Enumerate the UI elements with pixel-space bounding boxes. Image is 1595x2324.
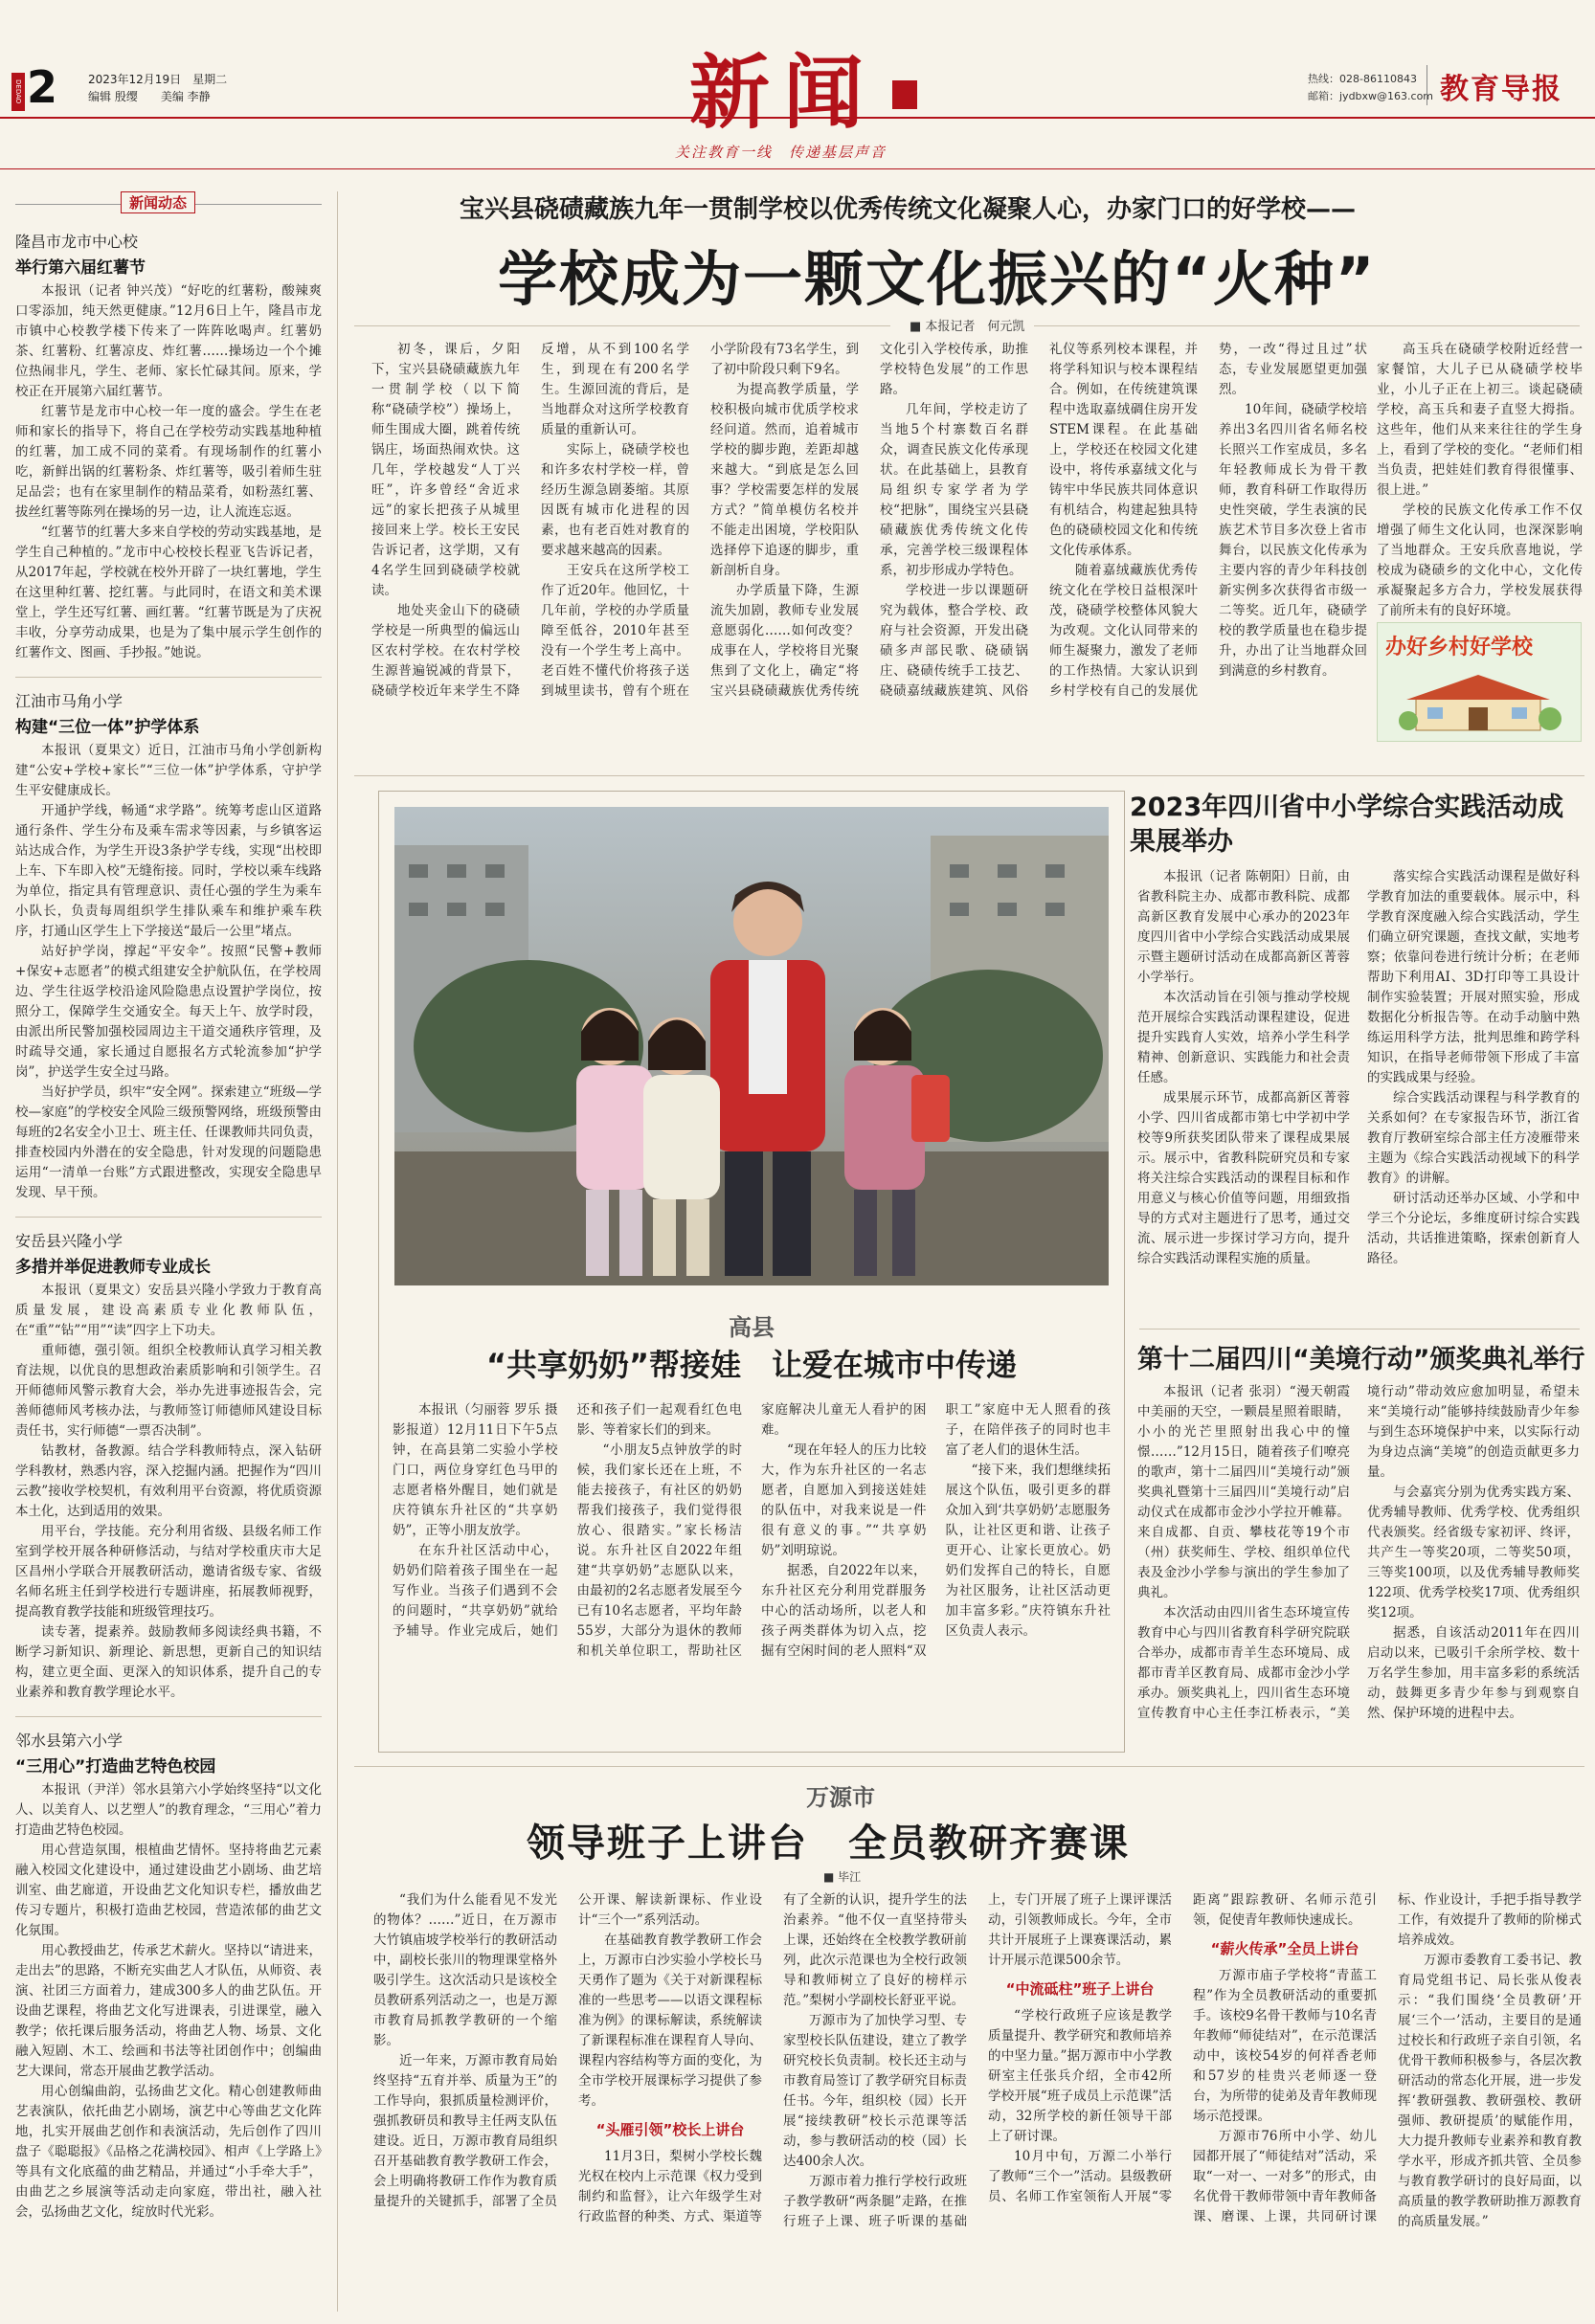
sidebar-paragraph: 当好护学员，织牢“安全网”。探索建立“班级—学校—家庭”的学校安全风险三级预警网络，班级预警由每班的2名安全小卫士、班主任、任课教师共同负责，排查校园内外潜在的安全隐患，针对发现的问题隐患运用“一清单一台账”方式跟进整改，实现安全隐患早发现、早干预。: [15, 1084, 322, 1200]
practice-paragraph: 综合实践活动课程与科学教育的关系如何？在专家报告环节，浙江省教育厅教研室综合部主任方凌雁带来主题为《综合实践活动视域下的科学教育》的讲解。: [1367, 1090, 1580, 1186]
sidebar-paragraph: 用平台，学技能。充分利用省级、县级名师工作室到学校开展各种研修活动，与结对学校重庆市大足区昌州小学联合开展教研活动，邀请省级专家、省级名师名班主任到学校进行专题讲座，拓展教师视野，提高教育教学技能和班级管理技巧。: [15, 1524, 322, 1620]
lead-paragraph: 学校进一步以课题研究为载体，整合学校、政府与社会资源，开发出硗碛多声部民歌、硗碛锅庄、硗碛传统手工技艺、硗碛嘉绒藏族建筑、风俗礼仪等系列校本课程，并将学科知识与校本课程结合。例如，在传统建筑课程中选取嘉绒碉住房开发STEM课程。在此基础上，学校还在校园文化建设中，将传承嘉绒文化与铸牢中华民族共同体意识有机结合，构建起独具特色的硗碛校园文化和传统文化传承体系。: [880, 342, 1198, 699]
email: 邮箱：jydbxw@163.com: [1308, 90, 1434, 102]
lead-paragraph: 高玉兵在硗碛学校附近经营一家餐馆，大儿子已从硗碛学校毕业，小儿子正在上初三。谈起硗碛学校，高玉兵和妻子直竖大拇指。这些年，他们从来来往往的学生身上，看到了学校的变化。“老师们相当负责，把娃娃们教育得很懂事、很上进。”: [1377, 342, 1583, 498]
meijing-paragraph: 本报讯（记者 张羽）“漫天朝霞中美丽的天空，一颗晨星照着眼睛，小小的光芒里照射出我心中的憧憬……”12月15日，随着孩子们嘹亮的歌声，第十二届四川“美境行动”颁奖典礼暨第十三届四川“美境行动”启动仪式在成都市金沙小学拉开帷幕。来自成都、自贡、攀枝花等19个市（州）获奖师生、学校、组织单位代表及金沙小学参与演出的学生参加了典礼。: [1137, 1384, 1350, 1600]
wanyuan-body: [373, 1890, 1582, 2312]
wanyuan-paragraph: 万源市着力推行学校行政班子教学教研“两条腿”走路，在推行班子上课、班子听课的基础上，专门开展了班子上课评课活动，引领教师成长。今年，全市共计开展班子上课赛课活动，累计开展示范课500余节。: [783, 1892, 1172, 2229]
wanyuan-paragraph: 10月中旬，万源二小举行了教师“三个一”活动。县级教研员、名师工作室领衔人开展“零距离”跟踪教研、名师示范引领，促使青年教师快速成长。: [988, 1892, 1377, 2204]
wanyuan-paragraph: 近一年来，万源市教育局始终坚持“五育并举、质量为王”的工作导向，狠抓质量检测评价，强抓教研员和教导主任两支队伍建设。近日，万源市教育局组织召开基础教育教学教研工作会，会上明确将教研工作作为教育质量提升的关键抓手，部署了全员公开课、解读新课标、作业设计“三个一”系列活动。: [373, 1892, 762, 2209]
wanyuan-paragraph: 万源市为了加快学习型、专家型校长队伍建设，建立了教学研究校长负责制。校长还主动与市教育局签订了教学研究目标责任书。今年，组织校（园）长开展“接续教研”校长示范课等活动，参与教研活动的校（园）长达400余人次。: [783, 2013, 967, 2169]
meijing-body: [1137, 1382, 1580, 1751]
gaoxian-body: [393, 1400, 1111, 1745]
sidebar-headline: 举行第六届红薯节: [15, 258, 146, 278]
sidebar-school: 安岳县兴隆小学: [15, 1232, 124, 1250]
sidebar-tag-label: 新闻动态: [121, 191, 195, 213]
section-seal: [892, 80, 917, 109]
practice-paragraph: 本报讯（记者 陈朝阳）日前，由省教科院主办、成都市教科院、成都高新区教育发展中心承办的2023年度四川省中小学综合实践活动成果展示暨主题研讨活动在成都高新区菁蓉小学举行。: [1137, 869, 1350, 985]
sidebar-headline: 多措并举促进教师专业成长: [15, 1258, 211, 1277]
gaoxian-box: [378, 791, 1125, 1753]
page-number-badge: [11, 61, 65, 113]
gaoxian-paragraph: 在东升社区活动中心，奶奶们陪着孩子围坐在一起写作业。当孩子们遇到不会的问题时，“共享奶奶”就给予辅导。作业完成后，她们还和孩子们一起观看红色电影、等着家长们的到来。: [393, 1402, 742, 1639]
masthead: [0, 0, 1595, 172]
gaoxian-paragraph: “接下来，我们想继续拓展这个队伍，吸引更多的群众加入到‘共享奶奶’志愿服务队，让社区更和谐、让孩子更开心、让家长更放心。奶奶们发挥自己的特长，自愿为社区服务，让社区活动更加丰富多彩。”庆符镇东升社区负责人表示。: [945, 1463, 1111, 1639]
lead-paragraph: 为提高教学质量，学校积极向城市优质学校求经问道。然而，追着城市学校的脚步跑，差距却越来越大。“到底是怎么回事？学校需要怎样的发展方式？”简单模仿名校并不能走出困境，学校阳队选择停下追逐的脚步，重新剖析自身。: [710, 382, 859, 578]
sidebar-school: 江油市马角小学: [15, 692, 124, 710]
lead-body-tail: [1377, 340, 1583, 617]
meijing-paragraph: 与会嘉宾分别为优秀实践方案、优秀辅导教师、优秀学校、优秀组织代表颁奖。经省级专家初评、终评，共产生一等奖20项，二等奖50项，三等奖100项，以及优秀辅导教师奖122项、优秀学校奖17项、优秀组织奖12项。: [1367, 1485, 1580, 1620]
sidebar-paragraph: 钻教材，备教源。结合学科教师特点，深入钻研学科教材，熟悉内容，深入挖掘内涵。把握作为“四川云教”接收学校契机，有效利用平台资源，将优质资源本土化，达到适用的效果。: [15, 1443, 322, 1519]
sidebar-paragraph: “红薯节的红薯大多来自学校的劳动实践基地，是学生自己种植的。”龙市中心校校长程亚飞告诉记者，从2017年起，学校就在校外开辟了一块红薯地，学生在这里种红薯、挖红薯。与此同时，在语文和美术课堂上，学生还写红薯、画红薯。“红薯节既是为了庆祝丰收，分享劳动成果，也是为了集中展示学生创作的红薯作文、图画、手抄报。”她说。: [15, 525, 322, 660]
lead-paragraph: 学校的民族文化传承工作不仅增强了师生文化认同，也深深影响了当地群众。王安兵欣喜地说，学校成为硗碛乡的文化中心，文化传承凝聚起多方合力，学校发展获得了前所未有的良好环境。: [1377, 503, 1583, 617]
sidebar-school: 邻水县第六小学: [15, 1732, 124, 1750]
sidebar-news-item: [15, 230, 322, 663]
wanyuan-paragraph: 万源市委教育工委书记、教育局党组书记、局长张从俊表示：“我们围绕‘全员教研’开展‘三个一’活动，主要目的是通过校长和行政班子亲自引领，名优骨干教师积极参与，各层次教研活动的常态化开展，进一步发挥‘教研强教、教研强校、教研强师、教研提质’的赋能作用，大力提升教师专业素养和教育教学水平，形成齐抓共管、全员参与教育教学研讨的良好局面，以高质量的教学教研助推万源教育的高质量发展。”: [1398, 1953, 1582, 2229]
page-number: 2: [27, 61, 58, 113]
gaoxian-paragraph: 据悉，自2022年以来，东升社区充分利用党群服务中心的活动场所，以老人和孩子两类群体为切入点，挖掘有空闲时间的老人照料“双职工”家庭中无人照看的孩子，在陪伴孩子的同时也丰富了老人们的退休生活。: [761, 1402, 1111, 1659]
sidebar-news-list: [15, 230, 322, 2223]
practice-paragraph: 成果展示环节，成都高新区菁蓉小学、四川省成都市第七中学初中学校等9所获奖团队带来了课程成果展示。展示中，省教科院研究员和专家将关注综合实践活动的课程目标和作用意义与核心价值等问题，用细致指导的方式对主题进行了思考，通过交流、展示进一步探讨学习方向，提升综合实践活动课程实施的质量。: [1137, 1090, 1350, 1266]
sidebar-paragraph: 本报讯（尹洋）邻水县第六小学始终坚持“以文化人、以美育人、以艺塑人”的教育理念，“三用心”着力打造曲艺特色校园。: [15, 1782, 322, 1838]
practice-paragraph: 本次活动旨在引领与推动学校规范开展综合实践活动课程建设，促进提升实践育人实效，培养小学生科学精神、创新意识、实践能力和社会责任感。: [1137, 990, 1350, 1085]
wanyuan-place: 万源市: [806, 1784, 875, 1811]
wanyuan-paragraph: 11月3日，梨树小学校长魏光权在校内上示范课《权力受到制约和监督》，让六年级学生对行政监督的种类、方式、渠道等有了全新的认识，提升学生的法治素养。“他不仅一直坚持带头上课，还始终在全校教学教研前列，此次示范课也为全校行政领导和教师树立了良好的榜样示范。”梨树小学副校长舒亚平说。: [578, 1892, 967, 2224]
sidebar-headline: “三用心”打造曲艺特色校园: [15, 1757, 216, 1777]
sidebar-paragraph: 红薯节是龙市中心校一年一度的盛会。学生在老师和家长的指导下，将自己在学校劳动实践基地种植的红薯，加工成不同的菜肴。有现场制作的红薯小吃，新鲜出锅的红薯粉条、炸红薯等，吸引着师生驻足品尝；也有在家里制作的精品菜肴，如粉蒸红薯、拔丝红薯等陈列在操场的另一边，让人流连忘返。: [15, 404, 322, 520]
sidebar-news-item: [15, 1729, 322, 2223]
sidebar: [15, 191, 322, 2312]
wanyuan-subhead: “薪火传承”全员上讲台: [1210, 1940, 1359, 1957]
wanyuan-paragraph: 万源市76所中小学、幼儿园都开展了“师徒结对”活动，采取“一对一、一对多”的形式，由名优骨干教师带领中青年教师备课、磨课、上课，共同研讨课标、作业设计，手把手指导教学工作，有效提升了教师的阶梯式培养成效。: [1193, 1892, 1582, 2224]
issue-date: 2023年12月19日 星期二: [88, 73, 228, 86]
editors: 编辑 殷缨 美编 李静: [88, 90, 211, 103]
gaoxian-paragraph: “现在年轻人的压力比较大，作为东升社区的一名志愿者，自愿加入到接送娃娃的队伍中，对我来说是一件很有意义的事。”“共享奶奶”刘明琼说。: [761, 1442, 927, 1558]
meijing-title: 第十二届四川“美境行动”颁奖典礼举行: [1137, 1345, 1585, 1374]
sidebar-headline: 构建“三位一体”护学体系: [15, 718, 200, 737]
wanyuan-paragraph: “学校行政班子应该是教学质量提升、教学研究和教师培养的中坚力量。”据万源市中小学教研室主任张兵介绍，全市42所学校开展“班子成员上示范课”活动，32所学校的新任领导干部上了研讨课。: [988, 2008, 1172, 2144]
slogan: 关注教育一线 传递基层声音: [675, 144, 887, 161]
wanyuan-paragraph: “我们为什么能看见不发光的物体？……”近日，在万源市大竹镇庙坡学校举行的教研活动中，副校长张川的物理课堂格外吸引学生。这次活动只是该校全员教研系列活动之一，也是万源市教育局抓教学教研的一个缩影。: [373, 1892, 557, 2048]
wanyuan-subhead: “中流砥柱”班子上讲台: [1005, 1980, 1155, 1998]
sidebar-paragraph: 用心创编曲韵，弘扬曲艺文化。精心创建教师曲艺表演队，依托曲艺小剧场，演艺中心等曲艺文化阵地，扎实开展曲艺创作和表演活动，先后创作了四川盘子《聪聪报》《品格之花满校园》、相声《上学路上》等具有文化底蕴的曲艺精品，并通过“小手牵大手”，由曲艺之乡展演等活动走向家庭，带出社，融入社会，弘扬曲艺文化，绽放时代光彩。: [15, 2084, 322, 2220]
news-photo: [394, 807, 1109, 1285]
sidebar-news-item: [15, 689, 322, 1203]
lead-byline: ■ 本报记者 何元凯: [910, 320, 1025, 334]
practice-paragraph: 研讨活动还举办区域、小学和中学三个分论坛，多维度研讨综合实践活动，共话推进策略，探索创新育人路径。: [1367, 1191, 1580, 1266]
school-building-icon: [1397, 669, 1565, 736]
lead-paragraph: 实际上，硗碛学校也和许多农村学校一样，曾经历生源急剧萎缩。其原因既有城市化进程的因素，也有老百姓对教育的要求越来越高的因素。: [541, 442, 689, 558]
sidebar-paragraph: 本报讯（夏果文）近日，江油市马角小学创新构建“公安+学校+家长”“三位一体”护学体系，守护学生平安健康成长。: [15, 743, 322, 798]
sidebar-paragraph: 本报讯（夏果文）安岳县兴隆小学致力于教育高质量发展，建设高素质专业化教师队伍，在“重”“钻”“用”“读”四字上下功夫。: [15, 1283, 322, 1338]
sidebar-paragraph: 用心教授曲艺，传承艺术薪火。坚持以“请进来，走出去”的思路，不断充实曲艺人才队伍，从师资、表演、社团三方面着力，建成300多人的曲艺队伍。开设曲艺课程，将曲艺文化写进课表，引进课堂，融入教学；依托课后服务活动，将曲艺人物、场景、文化融入短剧、木工、绘画和书法等社团创作中；创编曲艺大课间，常态开展曲艺教学活动。: [15, 1943, 322, 2079]
lead-title: 学校成为一颗文化振兴的“火种”: [498, 244, 1377, 314]
practice-paragraph: 落实综合实践活动课程是做好科学教育加法的重要载体。展示中，科学教育深度融入综合实践活动，学生们确立研究课题，查找文献，实地考察；依靠问卷进行统计分析；在老师帮助下利用AI、3D打印等工具设计制作实验装置；开展对照实验，形成数据化分析报告等。在动手动脑中熟练运用科学方法，批判思维和跨学科知识，在指导老师带领下形成了丰富的实践成果与经验。: [1367, 869, 1580, 1085]
section-title: 新闻: [689, 45, 878, 140]
sidebar-tag: [15, 191, 322, 216]
gaoxian-paragraph: 本报讯（匀丽蓉 罗乐 摄影报道）12月11日下午5点钟，在高县第二实验小学校门口，两位身穿红色马甲的志愿者格外醒目，她们就是庆符镇东升社区的“共享奶奶”，正等小朋友放学。: [393, 1402, 558, 1538]
lead-paragraph: 地处夹金山下的硗碛学校是一所典型的偏远山区农村学校。在农村学校生源普遍锐减的背景下，硗碛学校近年来学生不降反增，从不到100名学生，到现在有200名学生。生源回流的背后，是当地群众对这所学校教育质量的重新认可。: [371, 342, 689, 699]
meijing-paragraph: 据悉，自该活动2011年在四川启动以来，已吸引千余所学校、数十万名学生参加，用丰富多彩的系统活动，鼓舞更多青少年参与到观察自然、保护环境的进程中去。: [1367, 1625, 1580, 1721]
paper-name: 教育导报: [1440, 73, 1562, 106]
lead-paragraph: 王安兵在这所学校工作了近20年。他回忆，十几年前，学校的办学质量障至低谷，2010年甚至没有一个学生考上高中。老百姓不懂代价将孩子送到城里读书，曾有个班在小学阶段有73名学生，到了初中阶段只剩下9名。: [541, 342, 859, 699]
wanyuan-title: 领导班子上讲台 全员教研齐赛课: [527, 1821, 1130, 1866]
gaoxian-paragraph: “小朋友5点钟放学的时候，我们家长还在上班，不能去接孩子，有社区的奶奶帮我们接孩子，我们觉得很放心、很踏实。”家长杨洁说。东升社区自2022年组建“共享奶奶”志愿队以来，由最初的2名志愿者发展至今已有10名志愿者，平均年龄55岁，大部分为退休的教师和机关单位职工，帮助社区家庭解决儿童无人看护的困难。: [576, 1402, 927, 1659]
lead-paragraph: 随着嘉绒藏族优秀传统文化在学校日益根深叶茂，硗碛学校整体风貌大为改观。文化认同带来的师生凝聚力，激发了老师的工作热情。大家认识到乡村学校有自己的发展优势，一改“得过且过”状态，专业发展愿望更加强烈。: [1049, 342, 1367, 699]
wanyuan-subhead: “头雁引领”校长上讲台: [595, 2121, 745, 2138]
gaoxian-place: 高县: [729, 1314, 775, 1341]
sidebar-school: 隆昌市龙市中心校: [15, 233, 139, 251]
sidebar-news-item: [15, 1229, 322, 1703]
lead-paragraph: 初冬，课后，夕阳下，宝兴县硗碛藏族九年一贯制学校（以下简称“硗碛学校”）操场上，师生围成大圈，跳着传统锅庄，场面热闹欢快。这几年，学校越发“人丁兴旺”，许多曾经“舍近求远”的家长把孩子从城里接回来上学。校长王安民告诉记者，这学期，又有4名学生回到硗碛学校就读。: [371, 342, 520, 598]
sidebar-paragraph: 站好护学岗，撑起“平安伞”。按照“民警+教师+保安+志愿者”的模式组建安全护航队伍，在学校周边、学生往返学校沿途风险隐患点设置护学岗位，按照分工，保障学生交通安全。每天上午、放学时段，由派出所民警加强校园周边主干道交通秩序管理，及时疏导交通，家长通过自愿报名方式轮流参加“护学岗”，护送学生安全过马路。: [15, 944, 322, 1080]
wanyuan-byline: ■ 毕江: [823, 1870, 862, 1884]
lead-body: [371, 340, 1367, 761]
wanyuan-paragraph: 万源市庙子学校将“青蓝工程”作为全员教研活动的重要抓手。该校9名骨干教师与10名青年教师“师徒结对”，在示范课活动中，该校54岁的何祥香老师和57岁的桂贵兴老师逐一登台，为所带的徒弟及青年教师现场示范授课。: [1193, 1968, 1377, 2124]
lead-paragraph: 办学质量下降，生源流失加剧，教师专业发展意愿弱化……如何改变？成事在人，学校将目光聚焦到了文化上，确定“将宝兴县硗碛藏族优秀传统文化引入学校传承，助推学校特色发展”的工作思路。: [710, 342, 1028, 699]
page-label: DEDAO: [11, 73, 25, 111]
sidebar-paragraph: 用心营造氛围，根植曲艺情怀。坚持将曲艺元素融入校园文化建设中，通过建设曲艺小剧场、曲艺培训室、曲艺廊道，开设曲艺文化知识专栏，播放曲艺传习专题片，积极打造曲艺校园，营造浓郁的曲艺文化氛围。: [15, 1843, 322, 1938]
rural-school-logo: [1377, 622, 1582, 742]
lead-paragraph: 10年间，硗碛学校培养出3名四川省名师名校长照兴工作室成员，多名年轻教师成长为骨干教师，教育科研工作取得历史性突破，学生表演的民族艺术节目多次登上省市舞台，以民族文化传承为主要内容的青少年科技创新实例多次获得省市级一二等奖。近几年，硗碛学校的教学质量也在稳步提升，办出了让当地群众回到满意的乡村教育。: [1219, 402, 1367, 679]
practice-body: [1137, 867, 1580, 1317]
meijing-paragraph: 本次活动由四川省生态环境宣传教育中心与四川省教育科学研究院联合举办，成都市青羊生态环境局、成都市青羊区教育局、成都市金沙小学承办。颁奖典礼上，四川省生态环境宣传教育中心主任李江桥表示，“美境行动”带动效应愈加明显，希望未来“美境行动”能够持续鼓励青少年参与到生态环境保护中来，以实际行动为身边点滴“美境”的创造贡献更多力量。: [1137, 1384, 1580, 1721]
gaoxian-title: “共享奶奶”帮接娃 让爱在城市中传递: [485, 1347, 1018, 1383]
wanyuan-paragraph: 在基础教育教学教研工作会上，万源市白沙实验小学校长马天勇作了题为《关于对新课程标准的一些思考——以语文课程标准为例》的课标解读，系统解读了新课程标准在课程育人导向、课程内容结构等方面的变化，为全市学校开展课标学习提供了参考。: [578, 1933, 762, 2109]
lead-paragraph: 几年间，学校走访了当地5个村寨数百名群众，调查民族文化传承现状。在此基础上，县教育局组织专家学者为学校“把脉”，围绕宝兴县硗碛藏族优秀传统文化传承，完善学校三级课程体系，初步形成办学特色。: [880, 402, 1028, 578]
lead-kicker: 宝兴县硗碛藏族九年一贯制学校以优秀传统文化凝聚人心，办家门口的好学校——: [460, 195, 1357, 224]
sidebar-paragraph: 开通护学线，畅通“求学路”。统筹考虑山区道路通行条件、学生分布及乘车需求等因素，与乡镇客运站达成合作，为学生开设3条护学专线，实现“出校即上车、下车即入校”无缝衔接。同时，学校以乘车线路为单位，指定具有管理意识、责任心强的学生为乘车小队长，负责每周组织学生排队乘车和维护乘车秩序，打通山区学生上下学接送“最后一公里”堵点。: [15, 803, 322, 939]
practice-title: 2023年四川省中小学综合实践活动成果展举办: [1130, 793, 1564, 857]
sidebar-paragraph: 读专著，提素养。鼓励教师多阅读经典书籍，不断学习新知识、新理论、新思想，更新自己的知识结构，建立更全面、更深入的知识体系，提升自己的专业素养和教育教学理论水平。: [15, 1624, 322, 1700]
sidebar-paragraph: 重师德，强引领。组织全校教师认真学习相关教育法规，以优良的思想政治素质影响和引领学生。召开师德师风警示教育大会，举办先进事迹报告会，完善师德师风考核办法，与教师签订师德师风建设目标责任书，实行师德“一票否决制”。: [15, 1343, 322, 1439]
logo-text: 办好乡村好学校: [1385, 636, 1534, 659]
sidebar-paragraph: 本报讯（记者 钟兴茂）“好吃的红薯粉，酸辣爽口零添加，纯天然更健康。”12月6日上午，隆昌市龙市镇中心校教学楼下传来了一阵阵吆喝声。红薯奶茶、红薯粉、红薯凉皮、炸红薯……操场边一个个摊位热闹非凡，学生、老师、家长忙碌其间。原来，学校正在开展第六届红薯节。: [15, 283, 322, 399]
hotline: 热线：028-86110843: [1308, 73, 1417, 85]
